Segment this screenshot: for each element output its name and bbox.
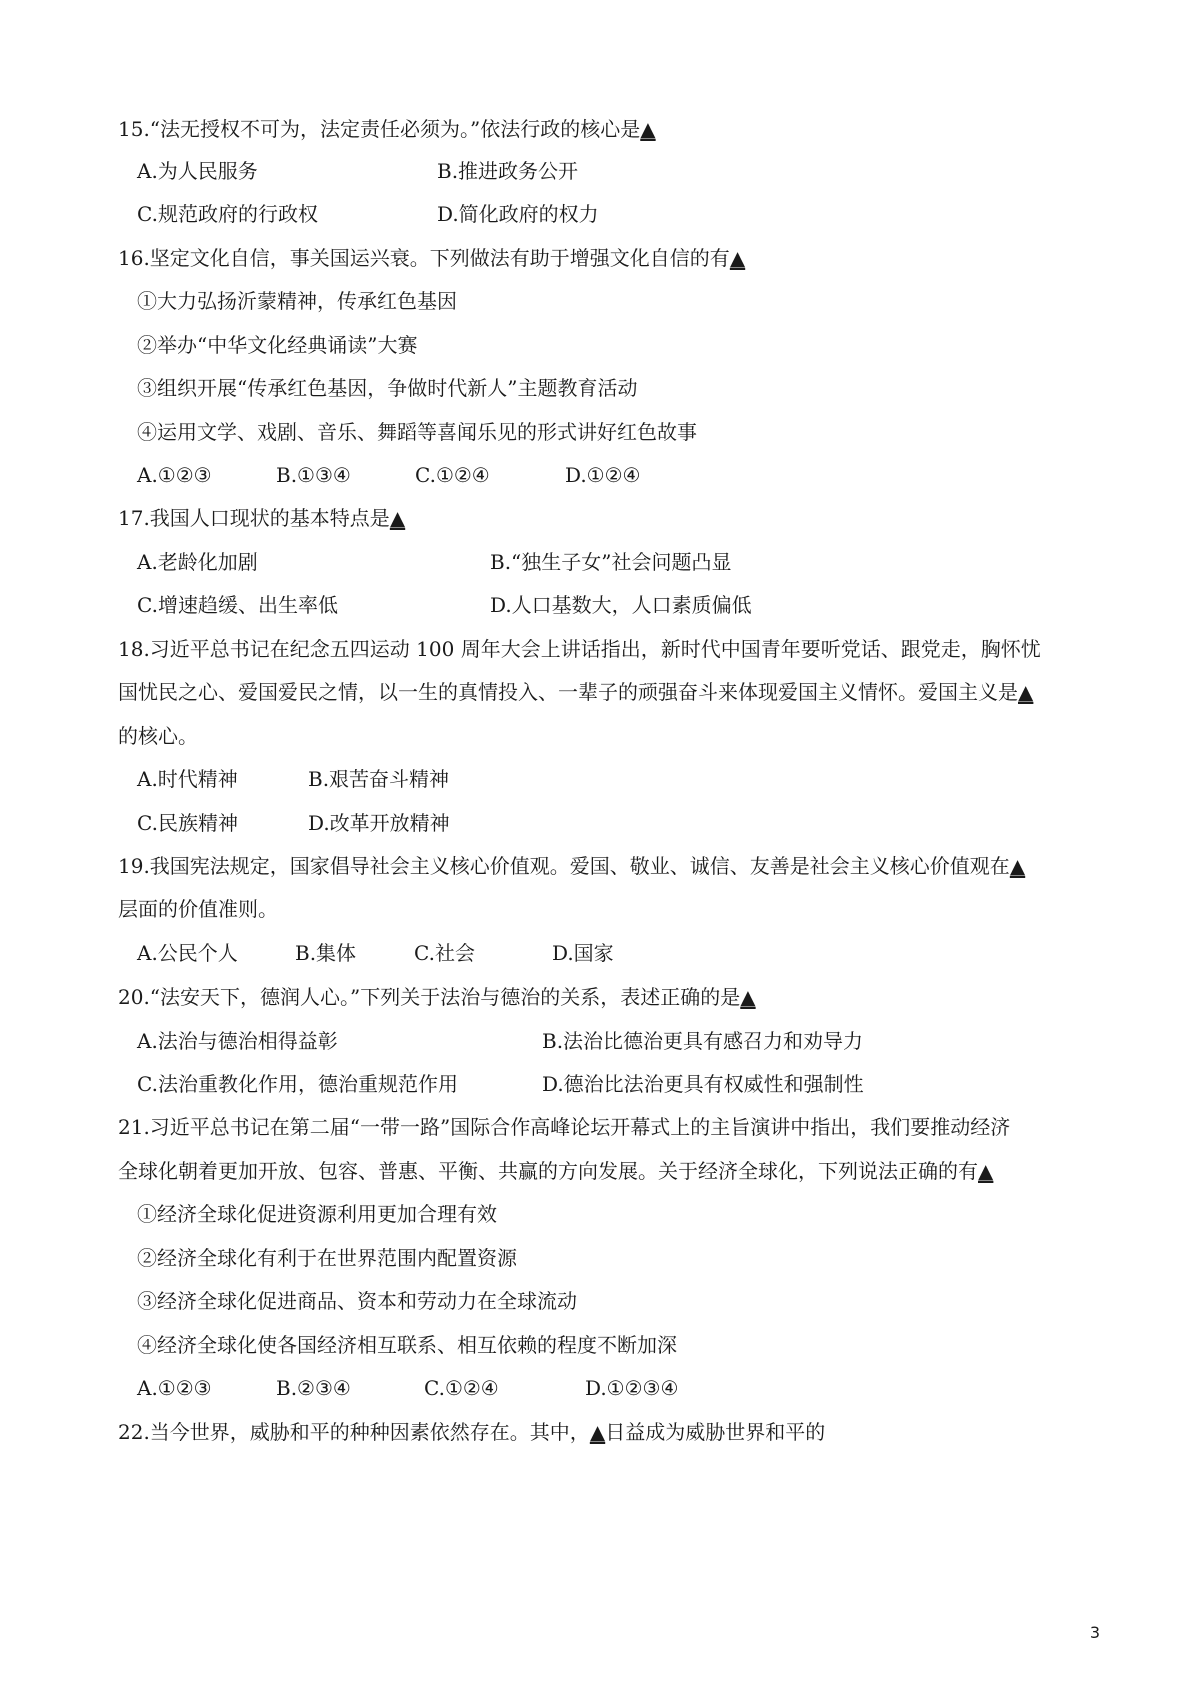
question-21-item-2: ②经济全球化有利于在世界范围内配置资源	[137, 1246, 517, 1270]
question-15-option-c: C.规范政府的行政权	[137, 202, 318, 226]
question-22-stem: 22.当今世界，威胁和平的种种因素依然存在。其中，▲日益成为威胁世界和平的	[118, 1420, 826, 1444]
question-21-option-b: B.②③④	[276, 1376, 351, 1400]
question-19-option-a: A.公民个人	[137, 941, 238, 965]
answer-blank-marker: ▲	[1018, 680, 1034, 704]
question-16-item-1: ①大力弘扬沂蒙精神，传承红色基因	[137, 289, 457, 313]
question-20-option-b: B.法治比德治更具有感召力和劝导力	[542, 1029, 864, 1053]
question-18-option-d: D.改革开放精神	[308, 811, 450, 835]
answer-blank-marker: ▲	[729, 246, 746, 270]
question-15-option-b: B.推进政务公开	[437, 159, 579, 183]
question-18-stem-line-2: 国忧民之心、爱国爱民之情，以一生的真情投入、一辈子的顽强奋斗来体现爱国主义情怀。爱国主义是▲	[118, 680, 1034, 704]
question-18-option-a: A.时代精神	[137, 767, 238, 791]
question-17-option-a: A.老龄化加剧	[137, 550, 258, 574]
answer-blank-marker: ▲	[740, 985, 756, 1009]
question-20-stem: 20.“法安天下，德润人心。”下列关于法治与德治的关系，表述正确的是▲	[118, 985, 756, 1009]
question-20-option-d: D.德治比法治更具有权威性和强制性	[542, 1072, 864, 1096]
question-19-option-b: B.集体	[295, 941, 357, 965]
question-17-option-c: C.增速趋缓、出生率低	[137, 593, 338, 617]
question-16-option-c: C.①②④	[415, 463, 490, 487]
question-15-stem: 15.“法无授权不可为，法定责任必须为。”依法行政的核心是▲	[118, 117, 656, 141]
question-16-item-3: ③组织开展“传承红色基因，争做时代新人”主题教育活动	[137, 376, 638, 400]
answer-blank-marker: ▲	[589, 1420, 606, 1444]
question-21-stem-line-1: 21.习近平总书记在第二届“一带一路”国际合作高峰论坛开幕式上的主旨演讲中指出，我们要推动经济	[118, 1115, 1011, 1139]
question-18-option-b: B.艰苦奋斗精神	[308, 767, 450, 791]
question-21-option-c: C.①②④	[424, 1376, 499, 1400]
question-18-stem-line-3: 的核心。	[118, 724, 198, 748]
question-16-option-b: B.①③④	[276, 463, 351, 487]
page-number: 3	[1089, 1623, 1100, 1642]
question-19-stem-line-2: 层面的价值准则。	[118, 897, 278, 921]
question-15-option-d: D.简化政府的权力	[437, 202, 599, 226]
question-19-option-d: D.国家	[552, 941, 614, 965]
question-16-option-a: A.①②③	[137, 463, 212, 487]
question-17-stem: 17.我国人口现状的基本特点是▲	[118, 506, 406, 530]
question-17-option-d: D.人口基数大，人口素质偏低	[490, 593, 752, 617]
question-18-stem-line-1: 18.习近平总书记在纪念五四运动 100 周年大会上讲话指出，新时代中国青年要听党话、跟党走，胸怀忧	[118, 637, 1041, 661]
answer-blank-marker: ▲	[1009, 854, 1026, 878]
question-21-option-a: A.①②③	[137, 1376, 212, 1400]
question-16-item-2: ②举办“中华文化经典诵读”大赛	[137, 333, 418, 357]
question-21-option-d: D.①②③④	[585, 1376, 679, 1400]
answer-blank-marker: ▲	[978, 1159, 994, 1183]
question-19-stem-line-1: 19.我国宪法规定，国家倡导社会主义核心价值观。爱国、敬业、诚信、友善是社会主义核心价值观在▲	[118, 854, 1026, 878]
question-19-option-c: C.社会	[414, 941, 475, 965]
question-16-option-d: D.①②④	[565, 463, 641, 487]
question-21-item-1: ①经济全球化促进资源利用更加合理有效	[137, 1202, 497, 1226]
question-18-option-c: C.民族精神	[137, 811, 238, 835]
question-21-item-4: ④经济全球化使各国经济相互联系、相互依赖的程度不断加深	[137, 1333, 677, 1357]
question-17-option-b: B.“独生子女”社会问题凸显	[490, 550, 732, 574]
question-20-option-a: A.法治与德治相得益彰	[137, 1029, 338, 1053]
answer-blank-marker: ▲	[640, 117, 656, 141]
answer-blank-marker: ▲	[389, 506, 406, 530]
question-16-stem: 16.坚定文化自信，事关国运兴衰。下列做法有助于增强文化自信的有▲	[118, 246, 746, 270]
question-15-option-a: A.为人民服务	[137, 159, 258, 183]
question-16-item-4: ④运用文学、戏剧、音乐、舞蹈等喜闻乐见的形式讲好红色故事	[137, 420, 697, 444]
question-20-option-c: C.法治重教化作用，德治重规范作用	[137, 1072, 458, 1096]
question-21-item-3: ③经济全球化促进商品、资本和劳动力在全球流动	[137, 1289, 577, 1313]
question-21-stem-line-2: 全球化朝着更加开放、包容、普惠、平衡、共赢的方向发展。关于经济全球化，下列说法正确的有▲	[118, 1159, 994, 1183]
